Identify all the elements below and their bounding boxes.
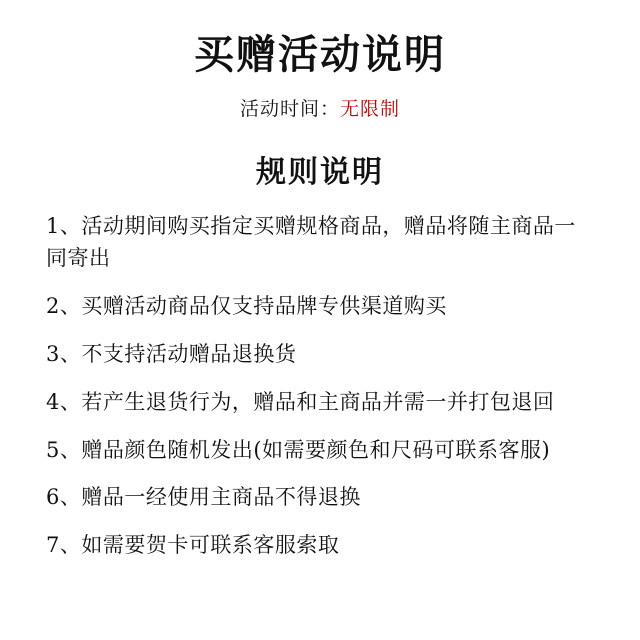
activity-period-value: 无限制 bbox=[340, 98, 401, 120]
rule-item: 2、买赠活动商品仅支持品牌专供渠道购买 bbox=[46, 293, 447, 318]
section-title: 规则说明 bbox=[256, 155, 384, 190]
rule-item: 3、不支持活动赠品退换货 bbox=[46, 341, 297, 366]
activity-period-label: 活动时间： bbox=[239, 98, 340, 120]
rules-list bbox=[40, 211, 600, 562]
rule-item: 1、活动期间购买指定买赠规格商品，赠品将随主商品一同寄出 bbox=[46, 214, 576, 270]
page-title: 买赠活动说明 bbox=[194, 31, 446, 78]
rule-item: 5、赠品颜色随机发出(如需要颜色和尺码可联系客服) bbox=[46, 437, 551, 462]
rule-item: 7、如需要贺卡可联系客服索取 bbox=[46, 533, 340, 558]
rule-item: 4、若产生退货行为，赠品和主商品并需一并打包退回 bbox=[46, 389, 555, 414]
activity-period bbox=[40, 94, 600, 121]
rule-item: 6、赠品一经使用主商品不得退换 bbox=[46, 485, 361, 510]
